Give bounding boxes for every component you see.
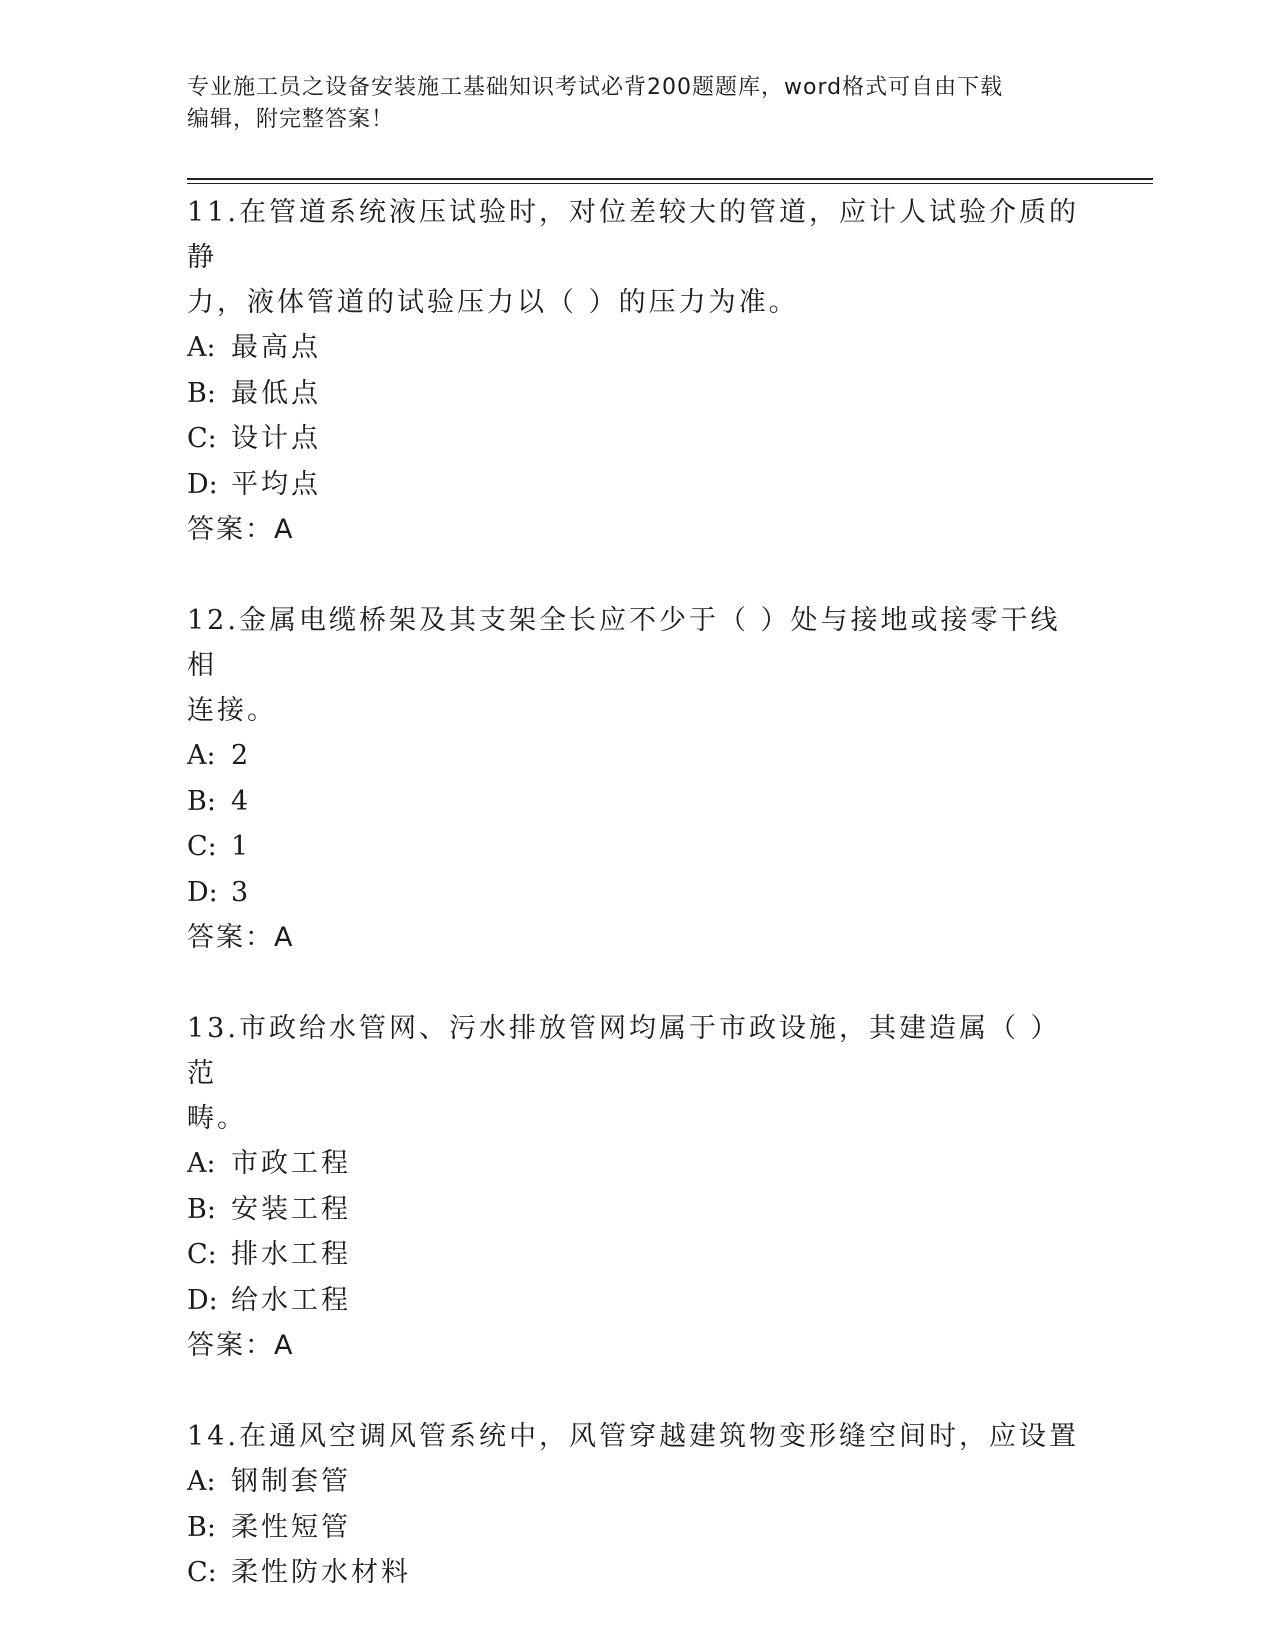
header-line-2: 编辑，附完整答案！ bbox=[187, 107, 395, 132]
answer-line: 答案：A bbox=[187, 514, 295, 545]
header-divider-thick bbox=[187, 178, 1153, 180]
option-a bbox=[187, 325, 1087, 371]
option-text: 市政工程 bbox=[231, 1148, 351, 1179]
question-stem-line: 连接。 bbox=[187, 695, 277, 726]
header-line-1: 专业施工员之设备安装施工基础知识考试必背200题题库，word格式可自由下载 bbox=[187, 75, 1004, 100]
question-11 bbox=[187, 190, 1087, 552]
option-label: D: bbox=[187, 468, 218, 500]
option-label: B: bbox=[187, 785, 216, 817]
option-d bbox=[187, 462, 1087, 508]
option-c bbox=[187, 1232, 1087, 1278]
option-text: 排水工程 bbox=[231, 1239, 351, 1270]
option-b bbox=[187, 1505, 1087, 1551]
document-header bbox=[187, 72, 1087, 136]
option-text: 钢制套管 bbox=[231, 1466, 351, 1497]
header-divider-thin bbox=[187, 183, 1153, 184]
option-label: C: bbox=[187, 1239, 217, 1270]
option-a bbox=[187, 1141, 1087, 1187]
question-stem-line: 14.在通风空调风管系统中，风管穿越建筑物变形缝空间时，应设置 bbox=[187, 1421, 1079, 1452]
option-text: 给水工程 bbox=[231, 1284, 351, 1316]
option-label: D: bbox=[187, 876, 218, 908]
option-label: C: bbox=[187, 831, 217, 862]
option-c bbox=[187, 824, 1087, 870]
option-label: C: bbox=[187, 1557, 217, 1588]
option-label: B: bbox=[187, 1193, 216, 1225]
option-label: A: bbox=[187, 1466, 216, 1497]
option-label: B: bbox=[187, 1511, 216, 1543]
option-label: B: bbox=[187, 377, 216, 409]
option-text: 柔性防水材料 bbox=[231, 1557, 411, 1588]
option-text: 4 bbox=[231, 785, 252, 817]
question-stem-line: 11.在管道系统液压试验时，对位差较大的管道，应计人试验介质的静 bbox=[187, 197, 1079, 273]
option-d bbox=[187, 1278, 1087, 1324]
option-text: 柔性短管 bbox=[231, 1511, 351, 1543]
option-text: 设计点 bbox=[231, 423, 321, 454]
option-label: A: bbox=[187, 740, 216, 771]
option-text: 安装工程 bbox=[231, 1193, 351, 1225]
option-label: A: bbox=[187, 332, 216, 363]
answer-line: 答案：A bbox=[187, 922, 295, 953]
question-stem-line: 力，液体管道的试验压力以（ ）的压力为准。 bbox=[187, 287, 799, 318]
option-a bbox=[187, 1459, 1087, 1505]
option-text: 2 bbox=[231, 740, 252, 771]
question-14 bbox=[187, 1414, 1087, 1596]
option-c bbox=[187, 416, 1087, 462]
option-text: 平均点 bbox=[231, 468, 321, 500]
option-text: 1 bbox=[231, 831, 252, 862]
option-c bbox=[187, 1550, 1087, 1596]
option-text: 最低点 bbox=[231, 377, 321, 409]
option-d bbox=[187, 870, 1087, 916]
answer-line: 答案：A bbox=[187, 1330, 295, 1361]
question-13 bbox=[187, 1006, 1087, 1368]
option-b bbox=[187, 779, 1087, 825]
option-label: C: bbox=[187, 423, 217, 454]
option-a bbox=[187, 733, 1087, 779]
option-text: 最高点 bbox=[231, 332, 321, 363]
question-stem-line: 12.金属电缆桥架及其支架全长应不少于（ ）处与接地或接零干线相 bbox=[187, 605, 1061, 681]
option-b bbox=[187, 371, 1087, 417]
option-label: A: bbox=[187, 1148, 216, 1179]
question-stem-line: 13.市政给水管网、污水排放管网均属于市政设施，其建造属（ ）范 bbox=[187, 1013, 1061, 1089]
option-text: 3 bbox=[231, 876, 252, 908]
question-12 bbox=[187, 598, 1087, 960]
question-list bbox=[187, 190, 1087, 1642]
option-b bbox=[187, 1187, 1087, 1233]
option-label: D: bbox=[187, 1284, 218, 1316]
question-stem-line: 畴。 bbox=[187, 1103, 247, 1134]
